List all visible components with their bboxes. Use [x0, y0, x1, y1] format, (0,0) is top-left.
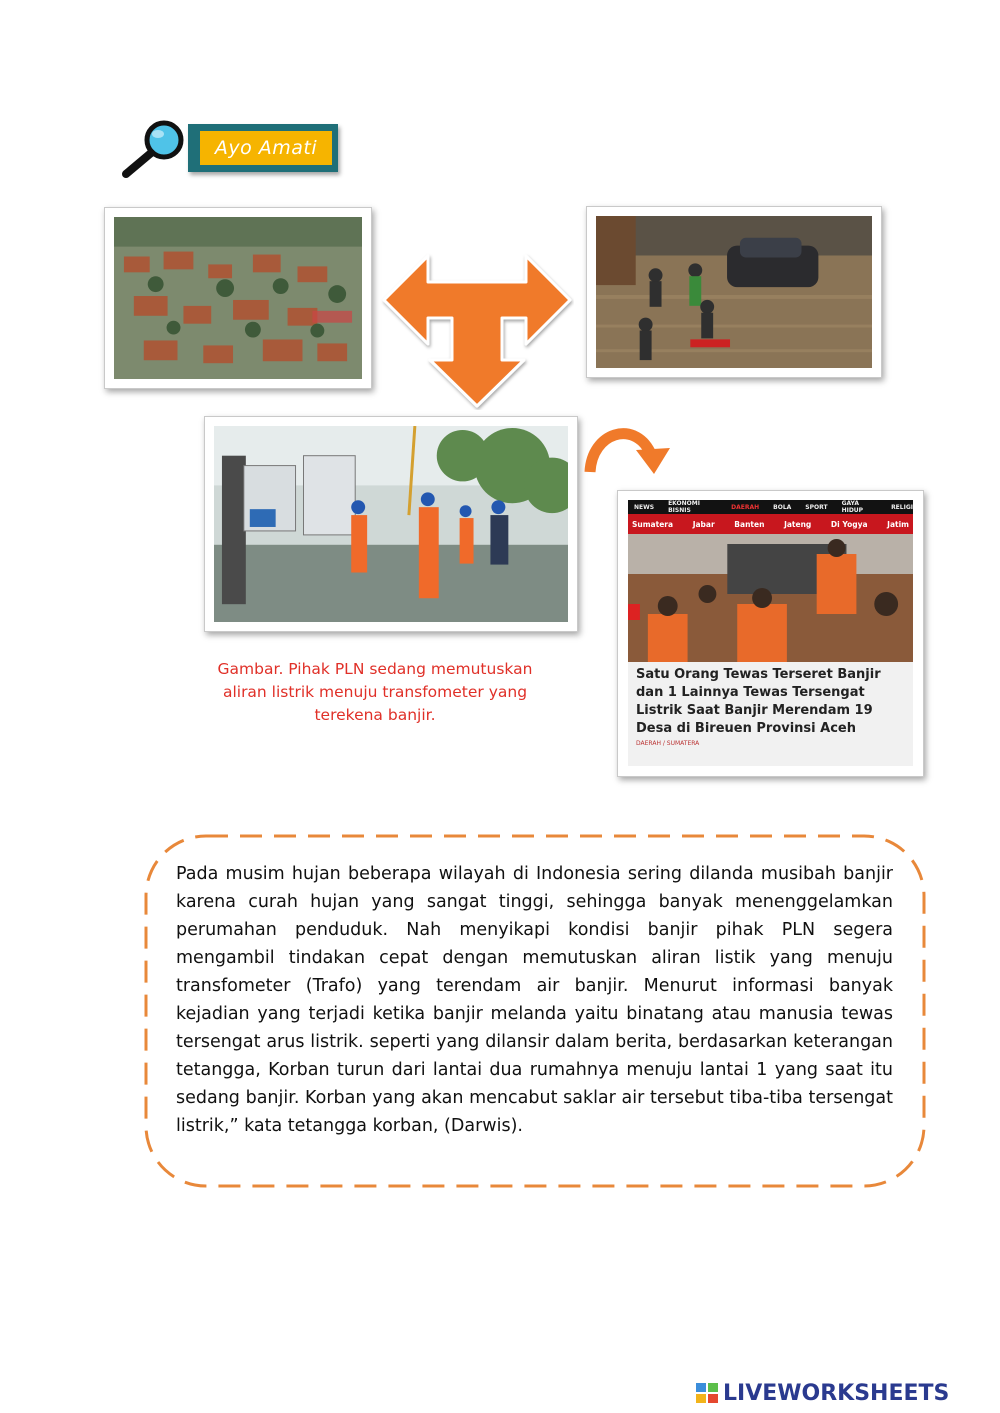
photo-caption: Gambar. Pihak PLN sedang memutuskan aliran listrik menuju transfometer yang terekena banjir.	[217, 660, 533, 724]
news-nav	[628, 500, 913, 514]
badge-label: Ayo Amati	[200, 131, 332, 165]
curved-arrow-icon	[580, 418, 676, 476]
news-nav-item: BOLA	[773, 503, 792, 511]
liveworksheets-logo-icon	[696, 1381, 720, 1405]
news-nav-item: GAYA HIDUP	[841, 500, 864, 514]
section-badge	[188, 124, 338, 172]
news-subnav-item: Jateng	[784, 519, 812, 529]
body-paragraph: Pada musim hujan beberapa wilayah di Indonesia sering dilanda musibah banjir karena curah hujan yang sangat tinggi, sehingga banyak menenggelamkan perumahan penduduk. Nah menyikapi kondisi banjir pihak PLN segera mengambil tindakan cepat dengan memutuskan aliran listik yang menuju transfometer (Trafo) yang terendam air banjir. Menurut informasi banyak kejadian yang terjadi ketika banjir melanda yaitu binatang atau manusia tewas tersengat arus listrik. seperti yang dilansir dalam berita, berdasarkan keterangan tetangga, Korban turun dari lantai dua rumahnya menuju lantai 1 yang saat itu sedang banjir. Korban yang akan mencabut saklar air tersebut tiba-tiba tersengat listrik,” kata tetangga korban, (Darwis).	[176, 864, 893, 1136]
triple-arrow-icon	[380, 250, 574, 410]
news-section: DAERAH / SUMATERA	[636, 740, 700, 747]
news-nav-item: SPORT	[805, 503, 828, 511]
news-nav-item: NEWS	[634, 503, 655, 511]
magnifier-icon	[118, 118, 190, 182]
photo-aerial-flood	[104, 207, 372, 389]
news-photo	[628, 534, 913, 662]
news-subnav-item: Banten	[734, 519, 765, 529]
news-subnav-item: Jatim	[887, 519, 909, 529]
news-subnav	[628, 514, 913, 534]
news-subnav-item: Di Yogya	[830, 519, 868, 529]
logo-text: LIVEWORKSHEETS	[723, 1380, 950, 1406]
news-subnav-item: Sumatera	[632, 519, 674, 529]
news-headline: Satu Orang Tewas Terseret Banjir dan 1 Lainnya Tewas Tersengat Listrik Saat Banjir Merendam 19 Desa di Bireuen Provinsi Aceh	[636, 667, 881, 736]
liveworksheets-logo	[696, 1376, 949, 1410]
photo-pln-workers	[204, 416, 578, 632]
news-nav-item: EKONOMI BISNIS	[668, 500, 700, 514]
news-screenshot	[617, 490, 924, 777]
news-subnav-item: Jabar	[692, 519, 715, 529]
news-nav-item: DAERAH	[731, 503, 760, 511]
news-nav-item: RELIGI	[891, 503, 913, 511]
photo-street-flood	[586, 206, 882, 378]
news-card	[628, 500, 913, 766]
